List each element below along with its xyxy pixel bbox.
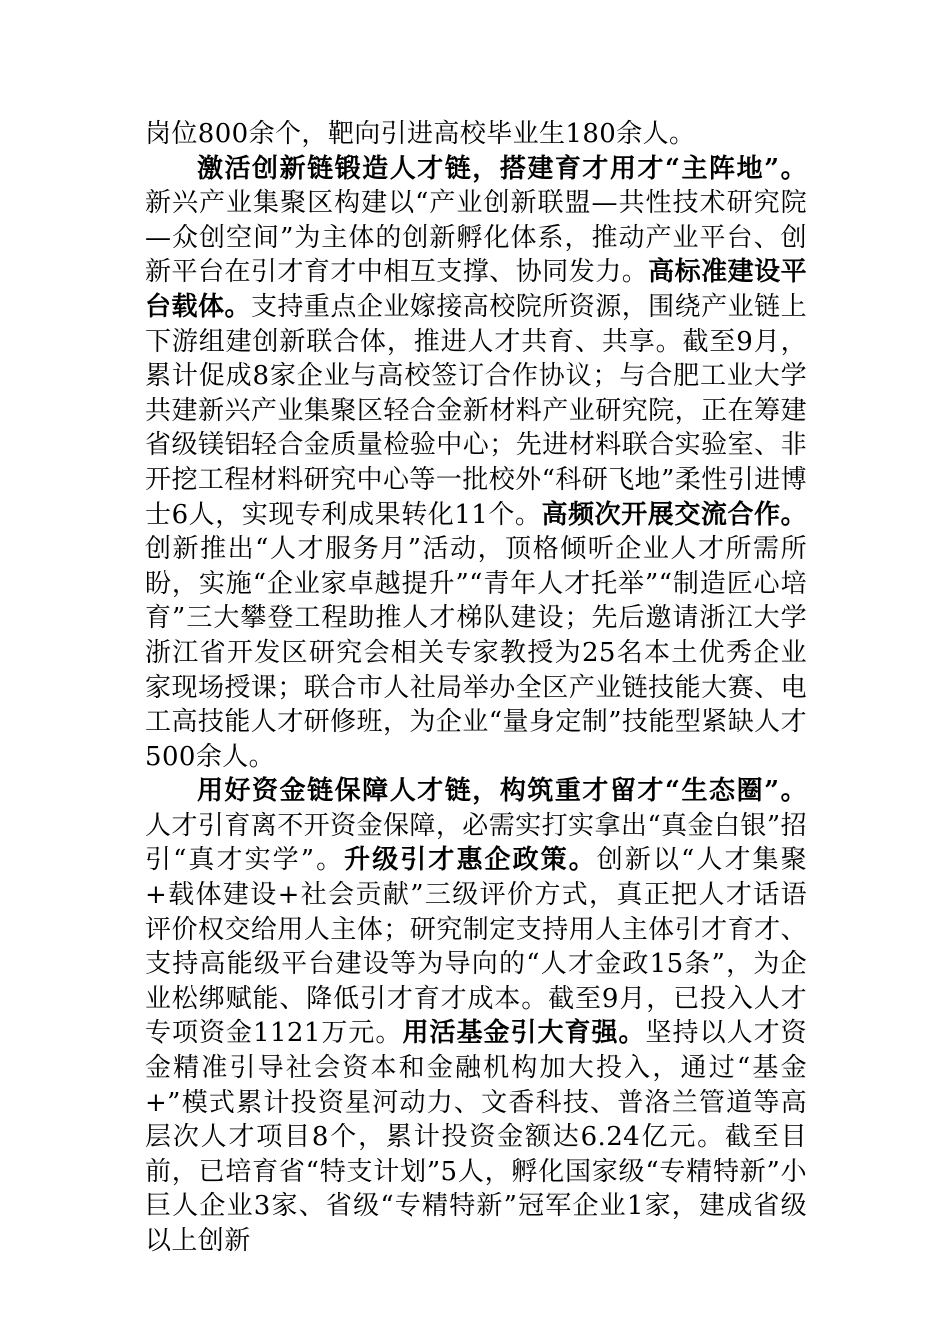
section-heading: 激活创新链锻造人才链，搭建育才用才“主阵地”。	[197, 153, 807, 184]
section-heading: 用好资金链保障人才链，构筑重才留才“生态圈”。	[197, 776, 807, 807]
text-run: 岗位800余个，靶向引进高校毕业生180余人。	[145, 119, 696, 149]
paragraph-innovation-chain	[145, 152, 807, 775]
subsection-heading: 用活基金引大育强。	[402, 1018, 646, 1049]
text-run: 创新推出“人才服务月”活动，顶格倾听企业人才所需所盼，实施“企业家卓越提升”“青年人才托举”“制造匠心培育”三大攀登工程助推人才梯队建设；先后邀请浙江大学浙江省开发区研究会相关专家教授为25名本土优秀企业家现场授课；联合市人社局举办全区产业链技能大赛、电工高技能人才研修班，为企业“量身定制”技能型紧缺人才500余人。	[145, 534, 807, 772]
text-run: 支持重点企业嫁接高校院所资源，围绕产业链上下游组建创新联合体，推进人才共育、共享。截至9月，累计促成8家企业与高校签订合作协议；与合肥工业大学共建新兴产业集聚区轻合金新材料产业研究院，正在筹建省级镁铝轻合金质量检验中心；先进材料联合实验室、非开挖工程材料研究中心等一批校外“科研飞地”柔性引进博士6人，实现专利成果转化11个。	[145, 291, 807, 530]
paragraph-funding-chain	[145, 774, 807, 1258]
text-run: 坚持以人才资金精准引导社会资本和金融机构加大投入，通过“基金+”模式累计投资星河动力、文香科技、普洛兰管道等高层次人才项目8个，累计投资金额达6.24亿元。截至目前，已培育省“特支计划”5人，孵化国家级“专精特新”小巨人企业3家、省级“专精特新”冠军企业1家，建成省级以上创新	[145, 1018, 807, 1256]
text-run: 创新以“人才集聚+载体建设+社会贡献”三级评价方式，真正把人才话语评价权交给用人主体；研究制定支持用人主体引才育才、支持高能级平台建设等为导向的“人才金政15条”，为企业松绑赋能、降低引才育才成本。截至9月，已投入人才专项资金1121万元。	[145, 845, 807, 1049]
paragraph-intro	[145, 117, 807, 152]
subsection-heading: 高频次开展交流合作。	[541, 499, 807, 530]
text-run: 人才引育离不开资金保障，必需实打实拿出“真金白银”招引“真才实学”。	[145, 810, 807, 876]
document-page	[145, 117, 807, 1259]
subsection-heading: 升级引才惠企政策。	[344, 845, 597, 876]
subsection-heading: 高标准建设平台载体。	[145, 257, 807, 322]
text-run: 新兴产业集聚区构建以“产业创新联盟—共性技术研究院—众创空间”为主体的创新孵化体系，推动产业平台、创新平台在引才育才中相互支撑、协同发力。	[145, 188, 807, 288]
